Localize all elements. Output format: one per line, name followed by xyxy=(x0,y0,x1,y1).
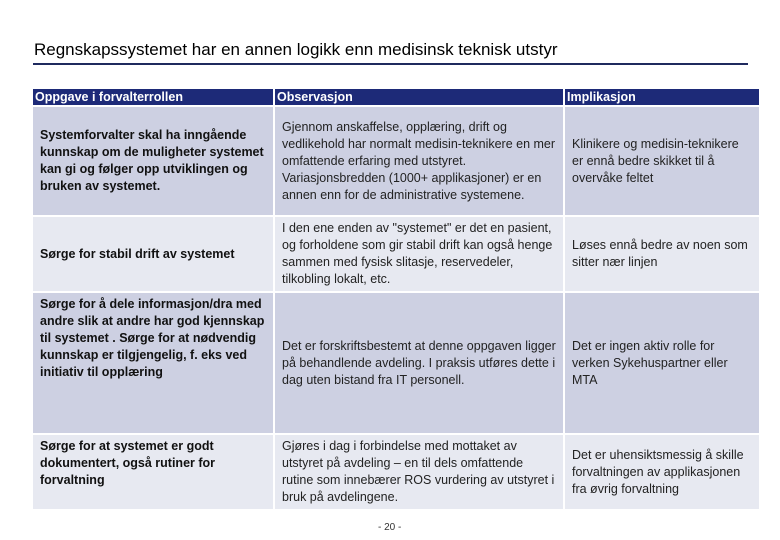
observation-cell: I den ene enden av "systemet" er det en pasient, og forholdene som gir stabil drift kan også henge sammen med fysisk slitasje, reservedeler, tilkobling lokalt, etc. xyxy=(274,216,564,292)
table-row xyxy=(33,216,760,292)
task-cell: Sørge for å dele informasjon/dra med andre slik at andre har god kjennskap til systemet . Sørge for at nødvendig kunnskap er tilgjengelig, f. eks ved initiativ til opplæring xyxy=(33,292,274,434)
table-row xyxy=(33,106,760,216)
task-cell: Sørge for stabil drift av systemet xyxy=(33,216,274,292)
table-row xyxy=(33,292,760,434)
task-cell: Sørge for at systemet er godt dokumentert, også rutiner for forvaltning xyxy=(33,434,274,509)
header-implikasjon: Implikasjon xyxy=(564,89,760,106)
header-oppgave: Oppgave i forvalterrollen xyxy=(33,89,274,106)
task-cell: Systemforvalter skal ha inngående kunnskap om de muligheter systemet kan gi og følger opp utviklingen og bruken av systemet. xyxy=(33,106,274,216)
observation-cell: Gjennom anskaffelse, opplæring, drift og vedlikehold har normalt medisin-teknikere en mer omfattende erfaring med utstyret. Variasjonsbredden (1000+ applikasjoner) er en annen enn for de administrative systemene. xyxy=(274,106,564,216)
implication-cell: Det er uhensiktsmessig å skille forvaltningen av applikasjonen fra øvrig forvaltning xyxy=(564,434,760,509)
roles-table xyxy=(33,89,761,509)
header-observasjon: Observasjon xyxy=(274,89,564,106)
observation-cell: Det er forskriftsbestemt at denne oppgaven ligger på behandlende avdeling. I praksis utføres dette i dag uten bistand fra IT personell. xyxy=(274,292,564,434)
implication-cell: Løses ennå bedre av noen som sitter nær linjen xyxy=(564,216,760,292)
observation-cell: Gjøres i dag i forbindelse med mottaket av utstyret på avdeling – en til dels omfattende rutine som innebærer ROS vurdering av utstyret i bruk på avdelingene. xyxy=(274,434,564,509)
implication-cell: Det er ingen aktiv rolle for verken Sykehuspartner eller MTA xyxy=(564,292,760,434)
table-header-row xyxy=(33,89,760,106)
title-underline xyxy=(33,63,748,65)
page-title: Regnskapssystemet har en annen logikk enn medisinsk teknisk utstyr xyxy=(34,40,558,59)
implication-cell: Klinikere og medisin-teknikere er ennå bedre skikket til å overvåke feltet xyxy=(564,106,760,216)
page-number: - 20 - xyxy=(378,522,402,533)
table-row xyxy=(33,434,760,509)
